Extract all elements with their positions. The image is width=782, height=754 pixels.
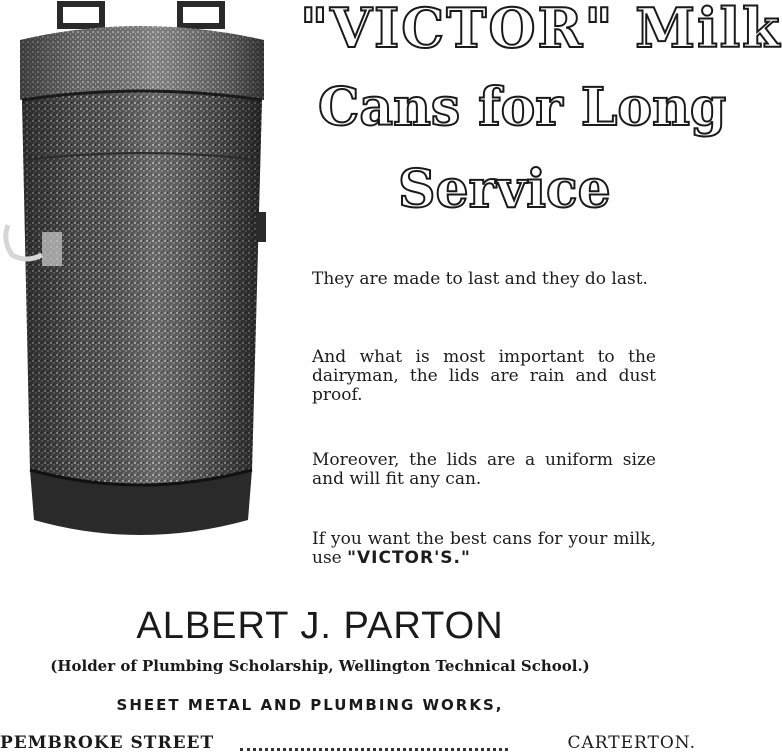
headline-line-2: Cans for Long [318, 77, 727, 138]
body-paragraph-1: They are made to last and they do last. [312, 269, 648, 289]
business-name: ALBERT J. PARTON [136, 605, 504, 647]
milk-can-icon [2, 0, 274, 545]
body-paragraph-2: And what is most important to the dairyman, the lids are rain and dust proof. [312, 347, 656, 405]
dotted-leader [240, 744, 508, 751]
qualification-line: (Holder of Plumbing Scholarship, Wellington Technical School.) [50, 657, 590, 675]
body-paragraph-4-text: If you want the best cans for your milk, use [312, 529, 656, 568]
town-name: CARTERTON. [567, 733, 696, 753]
address-row [0, 732, 700, 754]
street-name: PEMBROKE STREET [0, 733, 215, 753]
works-line: SHEET METAL AND PLUMBING WORKS, [116, 696, 504, 714]
brand-name: "VICTOR'S." [347, 548, 471, 568]
headline-line-3: Service [398, 159, 611, 220]
body-paragraph-4 [312, 530, 656, 568]
body-paragraph-3: Moreover, the lids are a uniform size and will fit any can. [312, 450, 656, 489]
headline-line-1: "VICTOR" Milk [300, 0, 782, 60]
